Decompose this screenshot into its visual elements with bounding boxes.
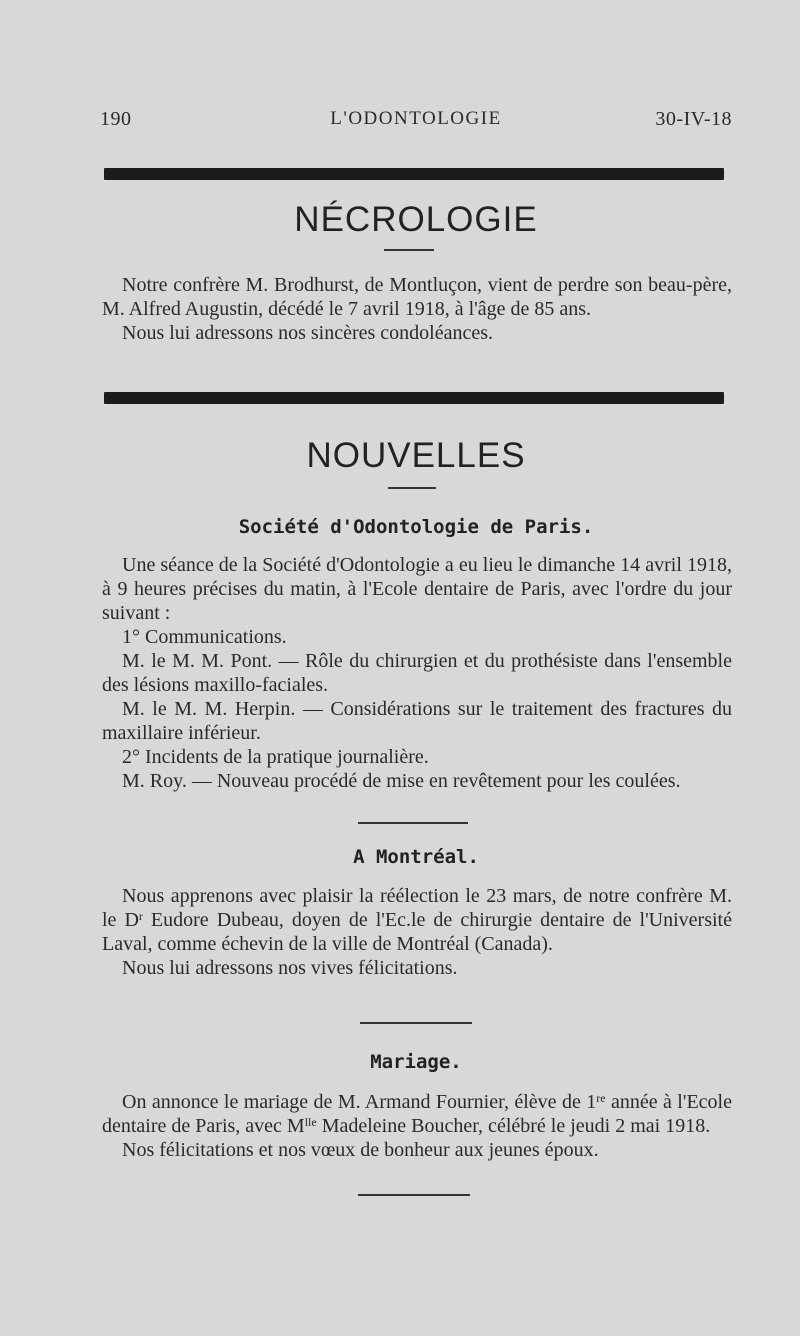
agenda-item-2: 2° Incidents de la pratique journalière.	[122, 746, 429, 768]
nouvelles-title: NOUVELLES	[306, 436, 526, 475]
page-number: 190	[100, 108, 132, 130]
montreal-body	[102, 884, 732, 980]
necrologie-condolences: Nous lui adressons nos sincères condoléances.	[122, 322, 494, 344]
mariage-text-part: année à l'Ecole dentaire de Paris, avec M	[102, 1091, 732, 1137]
title-underline	[384, 249, 434, 251]
section-rule-top	[104, 168, 724, 180]
title-underline	[388, 487, 436, 489]
mariage-heading: Mariage.	[370, 1051, 462, 1073]
montreal-paragraph	[102, 884, 732, 956]
societe-body	[102, 553, 732, 793]
agenda-item-1-text: Communications.	[140, 626, 287, 648]
journal-title: L'ODONTOLOGIE	[330, 108, 502, 129]
societe-heading: Société d'Odontologie de Paris.	[238, 516, 594, 538]
necrologie-paragraph: Notre confrère M. Brodhurst, de Montluçon, vient de perdre son beau-père, M. Alfred Augustin, décédé le 7 avril 1918, à l'âge de 85 ans.	[102, 274, 732, 320]
societe-intro: Une séance de la Société d'Odontologie a eu lieu le dimanche 14 avril 1918, à 9 heures précises du matin, à l'Ecole dentaire de Paris, avec l'ordre du jour suivant :	[102, 554, 732, 624]
running-header	[100, 108, 732, 134]
montreal-heading: A Montréal.	[353, 846, 479, 868]
communication-roy: M. Roy. — Nouveau procédé de mise en revêtement pour les coulées.	[122, 770, 681, 792]
communication-herpin: M. le M. M. Herpin. — Considérations sur le traitement des fractures du maxillaire inférieur.	[102, 698, 732, 744]
superscript: lle	[304, 1115, 317, 1129]
superscript: re	[596, 1091, 606, 1105]
mariage-text-part: On annonce le mariage de M. Armand Fournier, élève de 1	[122, 1091, 597, 1113]
agenda-item-1-number: 1°	[122, 626, 140, 648]
separator-rule	[360, 1022, 472, 1024]
superscript: r	[138, 909, 143, 923]
agenda-item-1	[102, 625, 732, 649]
montreal-text-part: Eudore Dubeau, doyen de l'Ec.le de chirurgie dentaire de l'Université Laval, comme échevin de la ville de Montréal (Canada).	[102, 909, 732, 955]
mariage-paragraph	[102, 1090, 732, 1138]
mariage-body	[102, 1090, 732, 1162]
communication-pont: M. le M. M. Pont. — Rôle du chirurgien et du prothésiste dans l'ensemble des lésions maxillo-faciales.	[102, 650, 732, 696]
separator-rule	[358, 822, 468, 824]
mariage-wishes: Nos félicitations et nos vœux de bonheur aux jeunes époux.	[122, 1139, 599, 1161]
closing-rule	[358, 1194, 470, 1196]
necrologie-body	[102, 273, 732, 345]
montreal-text-part: Nous apprenons avec plaisir la réélection le 23 mars, de notre confrère M. le D	[102, 885, 732, 931]
section-rule-middle	[104, 392, 724, 404]
mariage-text-part: Madeleine Boucher, célébré le jeudi 2 mai 1918.	[316, 1115, 711, 1137]
issue-date: 30-IV-18	[655, 108, 732, 130]
necrologie-title: NÉCROLOGIE	[294, 200, 538, 239]
montreal-congratulations: Nous lui adressons nos vives félicitations.	[122, 957, 458, 979]
